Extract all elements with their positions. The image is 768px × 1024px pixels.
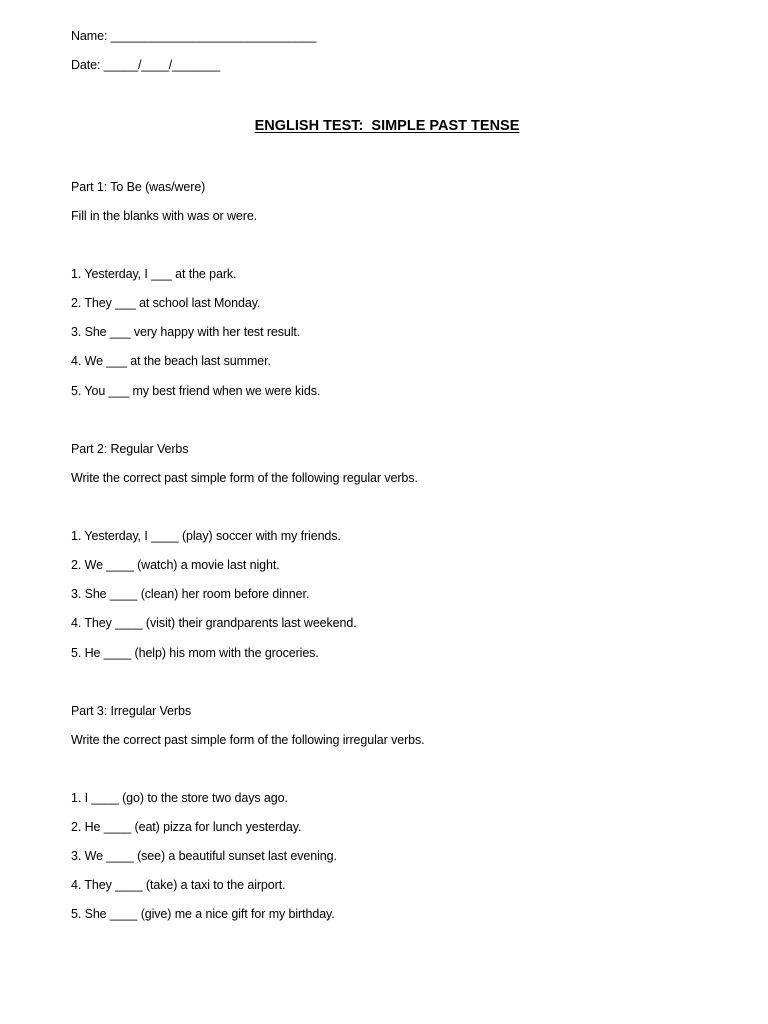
part-2-heading: Part 2: Regular Verbs — [71, 442, 189, 456]
part-3-item-1: 1. I ____ (go) to the store two days ago. — [71, 791, 288, 805]
part-1-heading: Part 1: To Be (was/were) — [71, 180, 206, 194]
part-2-instruction: Write the correct past simple form of the following regular verbs. — [71, 471, 418, 485]
date-field-line: Date: _____/____/_______ — [71, 58, 221, 72]
part-3-item-3: 3. We ____ (see) a beautiful sunset last evening. — [71, 849, 337, 863]
part-3-item-2: 2. He ____ (eat) pizza for lunch yesterday. — [71, 820, 302, 834]
part-1-item-4: 4. We ___ at the beach last summer. — [71, 354, 271, 368]
part-3-heading: Part 3: Irregular Verbs — [71, 704, 191, 718]
part-2-item-5: 5. He ____ (help) his mom with the groceries. — [71, 646, 319, 660]
part-2-item-1: 1. Yesterday, I ____ (play) soccer with my friends. — [71, 529, 341, 543]
part-1-instruction: Fill in the blanks with was or were. — [71, 209, 258, 223]
part-1-item-2: 2. They ___ at school last Monday. — [71, 296, 261, 310]
name-field-line: Name: ______________________________ — [71, 29, 317, 43]
part-1-item-5: 5. You ___ my best friend when we were kids. — [71, 384, 321, 398]
part-3-item-5: 5. She ____ (give) me a nice gift for my birthday. — [71, 907, 335, 921]
part-3-item-4: 4. They ____ (take) a taxi to the airport. — [71, 878, 286, 892]
part-2-item-3: 3. She ____ (clean) her room before dinner. — [71, 587, 310, 601]
part-2-item-4: 4. They ____ (visit) their grandparents last weekend. — [71, 616, 357, 630]
page-title: ENGLISH TEST: SIMPLE PAST TENSE — [254, 118, 520, 134]
part-3-instruction: Write the correct past simple form of the following irregular verbs. — [71, 733, 425, 747]
part-2-item-2: 2. We ____ (watch) a movie last night. — [71, 558, 280, 572]
part-1-item-3: 3. She ___ very happy with her test result. — [71, 325, 301, 339]
part-1-item-1: 1. Yesterday, I ___ at the park. — [71, 267, 237, 281]
